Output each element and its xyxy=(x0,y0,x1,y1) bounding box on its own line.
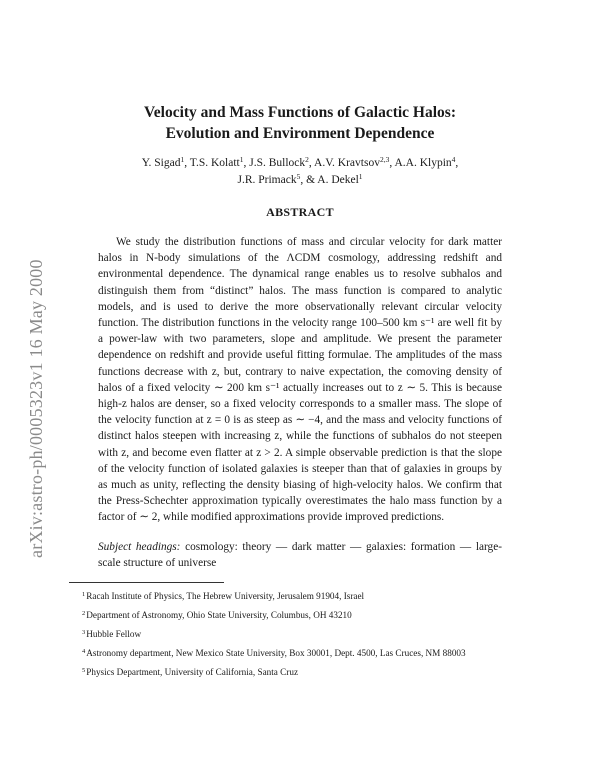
footnote xyxy=(82,610,542,620)
footnote xyxy=(82,648,542,658)
footnote-mark: 2 xyxy=(82,610,86,617)
paper-title-line-2: Evolution and Environment Dependence xyxy=(165,125,435,142)
footnote-mark: 3 xyxy=(82,629,86,636)
footnote-mark: 4 xyxy=(82,648,86,655)
abstract-heading: ABSTRACT xyxy=(266,205,334,219)
footnote-text: Racah Institute of Physics, The Hebrew University, Jerusalem 91904, Israel xyxy=(86,591,365,601)
affiliation-mark: 1 xyxy=(180,155,185,164)
author-name: J.R. Primack xyxy=(237,174,297,186)
affiliation-mark: 2 xyxy=(305,155,309,164)
footnote xyxy=(82,667,542,677)
footnote-mark: 1 xyxy=(82,591,86,598)
affiliation-mark: 5 xyxy=(296,172,301,181)
author-name: Y. Sigad xyxy=(141,157,181,169)
footnote-text: Department of Astronomy, Ohio State University, Columbus, OH 43210 xyxy=(86,610,352,620)
author-name: T.S. Kolatt xyxy=(189,157,240,169)
affiliation-mark: 4 xyxy=(451,155,456,164)
affiliation-mark: 1 xyxy=(239,155,244,164)
author-name: A.V. Kravtsov xyxy=(314,157,380,169)
subject-headings xyxy=(98,539,502,571)
author-list-line-1: Y. Sigad$^1$, T.S. Kolatt$^1$, J.S. Bullock$^2$, A.V. Kravtsov$^{2,3}$, A.A. Klypin$^4$, xyxy=(141,155,459,169)
author-name: J.S. Bullock xyxy=(249,157,306,169)
footnote-text: Physics Department, University of California, Santa Cruz xyxy=(86,667,299,677)
arxiv-identifier: arXiv:astro-ph/0005323v1 16 May 2000 xyxy=(26,259,46,558)
affiliation-mark: 1 xyxy=(358,172,363,181)
footnote-text: Hubble Fellow xyxy=(86,629,142,639)
footnote xyxy=(82,629,542,639)
footnote-text: Astronomy department, New Mexico State University, Box 30001, Dept. 4500, Las Cruces, NM 88003 xyxy=(86,648,466,658)
author-name: A.A. Klypin xyxy=(394,157,452,169)
author-list-line-2: J.R. Primack$^5$, & A. Dekel$^1$ xyxy=(237,172,363,186)
subject-headings-label: Subject headings: xyxy=(98,541,181,553)
footnote xyxy=(82,591,542,601)
paper-title-line-1: Velocity and Mass Functions of Galactic Halos: xyxy=(143,104,456,121)
author-name: A. Dekel xyxy=(317,174,359,186)
footnote-mark: 5 xyxy=(82,667,86,674)
abstract-text: We study the distribution functions of mass and circular velocity for dark matter halos in N-body simulations of the ΛCDM cosmology, addressing redshift and environmental dependence. The dynamical range enables us to resolve subhalos and distinguish them from “distinct” halos. The mass function is compared to analytic models, and is used to derive the more observationally relevant circular velocity function. The distribution functions in the velocity range 100–500 km s⁻¹ are well fit by a power-law with two parameters, slope and amplitude. We present the parameter dependence on redshift and provide useful fitting formulae. The amplitudes of the mass functions decrease with z, but, contrary to naive expectation, the comoving density of halos of a fixed velocity ∼ 200 km s⁻¹ actually increases out to z ∼ 5. This is because high-z halos are denser, so a fixed velocity corresponds to a smaller mass. The slope of the velocity function at z = 0 is as steep as ∼ −4, and the mass and velocity functions of distinct halos steepen with increasing z, while the functions of subhalos do not steepen with z, and become even flatter at z > 2. A simple observable prediction is that the slope of the velocity function of isolated galaxies is steeper than that of galaxies in groups by as much as unity, reflecting the density biasing of high-velocity halos. We confirm that the Press-Schechter approximation typically overestimates the halo mass function by a factor of ∼ 2, while modified approximations provide improved predictions. xyxy=(98,236,502,524)
affiliation-mark: 2,3 xyxy=(379,155,390,164)
subject-headings-text: cosmology: theory — dark matter — galaxies: formation — large-scale structure of universe xyxy=(98,541,502,570)
footnote-divider xyxy=(69,582,224,583)
